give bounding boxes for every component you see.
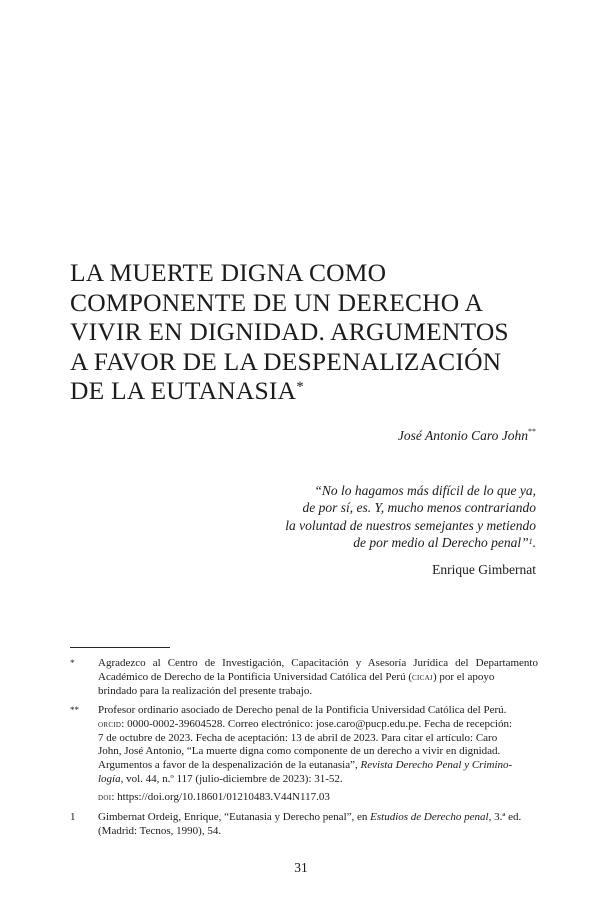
title-line: VIVIR EN DIGNIDAD. ARGUMENTOS	[70, 317, 509, 346]
footnote-line: Profesor ordinario asociado de Derecho penal de la Pontificia Universidad Católica del Perú.	[98, 704, 507, 716]
title-footnote-mark: *	[296, 379, 304, 395]
footnote-line-text: : 0000-0002-39604528. Correo electrónico: jose.caro@pucp.edu.pe. Fecha de recepción:	[121, 717, 513, 730]
footnote-line	[98, 671, 538, 685]
footnote-line	[98, 759, 538, 773]
epigraph-line	[176, 534, 536, 551]
journal-title: logía	[98, 772, 121, 785]
epigraph-footnote-ref: 1	[528, 536, 533, 546]
footnote-line-text: , 3.ª ed.	[488, 811, 522, 823]
epigraph-quote	[176, 482, 536, 551]
title-line: COMPONENTE DE UN DERECHO A	[70, 287, 484, 317]
epigraph-line: de por sí, es. Y, mucho menos contrariando	[302, 500, 536, 516]
footnote-line	[98, 718, 538, 732]
title-line: A FAVOR DE LA DESPENALIZACIÓN	[70, 346, 502, 376]
footnote-text	[98, 657, 538, 698]
footnote-line-text: ) por el apoyo	[432, 670, 495, 683]
journal-title: Revista Derecho Penal y Crimino-	[360, 759, 513, 772]
footnote-mark: **	[70, 705, 79, 715]
epigraph-source: Enrique Gimbernat	[432, 562, 536, 577]
footnote-2	[70, 704, 538, 787]
footnote-line: John, José Antonio, “La muerte digna como componente de un derecho a vivir en dignidad.	[98, 745, 501, 758]
doi-link[interactable]: : https://doi.org/10.18601/01210483.V44N117.03	[111, 791, 330, 803]
epigraph-line-text: de por medio al Derecho penal”	[353, 534, 529, 550]
author-footnote-mark: **	[528, 427, 536, 436]
book-title: Estudios de Derecho penal	[370, 811, 489, 823]
footnote-line: (Madrid: Tecnos, 1990), 54.	[98, 824, 222, 837]
cicaj-acronym: cicaj	[412, 671, 433, 683]
doi-line	[98, 791, 330, 803]
title-line-text: DE LA EUTANASIA	[70, 376, 297, 405]
author-name-text: José Antonio Caro John	[397, 428, 528, 443]
orcid-label: orcid	[98, 718, 122, 730]
footnote-3	[70, 811, 538, 839]
footnote-line-text: Argumentos a favor de la despenalización de la eutanasia”,	[98, 759, 361, 772]
epigraph-end: .	[532, 534, 536, 550]
footnote-mark: *	[70, 658, 75, 668]
page-number: 31	[294, 860, 308, 875]
title-line: LA MUERTE DIGNA COMO	[70, 258, 387, 287]
footnote-line-text: Gimbernat Ordeig, Enrique, “Eutanasia y Derecho penal”, en	[98, 811, 371, 823]
footnote-line: 7 de octubre de 2023. Fecha de aceptación: 13 de abril de 2023. Para citar el artículo: Caro	[98, 731, 498, 744]
footnote-line-text: Académico de Derecho de la Pontificia Universidad Católica del Perú (	[98, 670, 412, 683]
footnote-mark: 1	[70, 811, 76, 823]
footnote-line	[98, 811, 538, 825]
footnote-divider	[70, 647, 170, 648]
footnote-line: brindado para la realización del presente trabajo.	[98, 684, 313, 697]
footnote-1	[70, 657, 538, 698]
epigraph-line: la voluntad de nuestros semejantes y metiendo	[285, 517, 536, 533]
title-line	[70, 376, 540, 406]
footnote-text	[98, 811, 538, 839]
article-title	[70, 258, 540, 406]
footnote-line	[98, 773, 538, 787]
footnote-line: Agradezco al Centro de Investigación, Capacitación y Asesoría Jurídica del Departamento	[98, 657, 538, 669]
doi-label: doi	[98, 792, 112, 803]
footnote-text	[98, 704, 538, 787]
epigraph-line: “No lo hagamos más difícil de lo que ya,	[314, 483, 536, 498]
author-name	[398, 428, 536, 444]
footnote-line-text: , vol. 44, n.º 117 (julio-diciembre de 2023): 31-52.	[120, 772, 343, 785]
